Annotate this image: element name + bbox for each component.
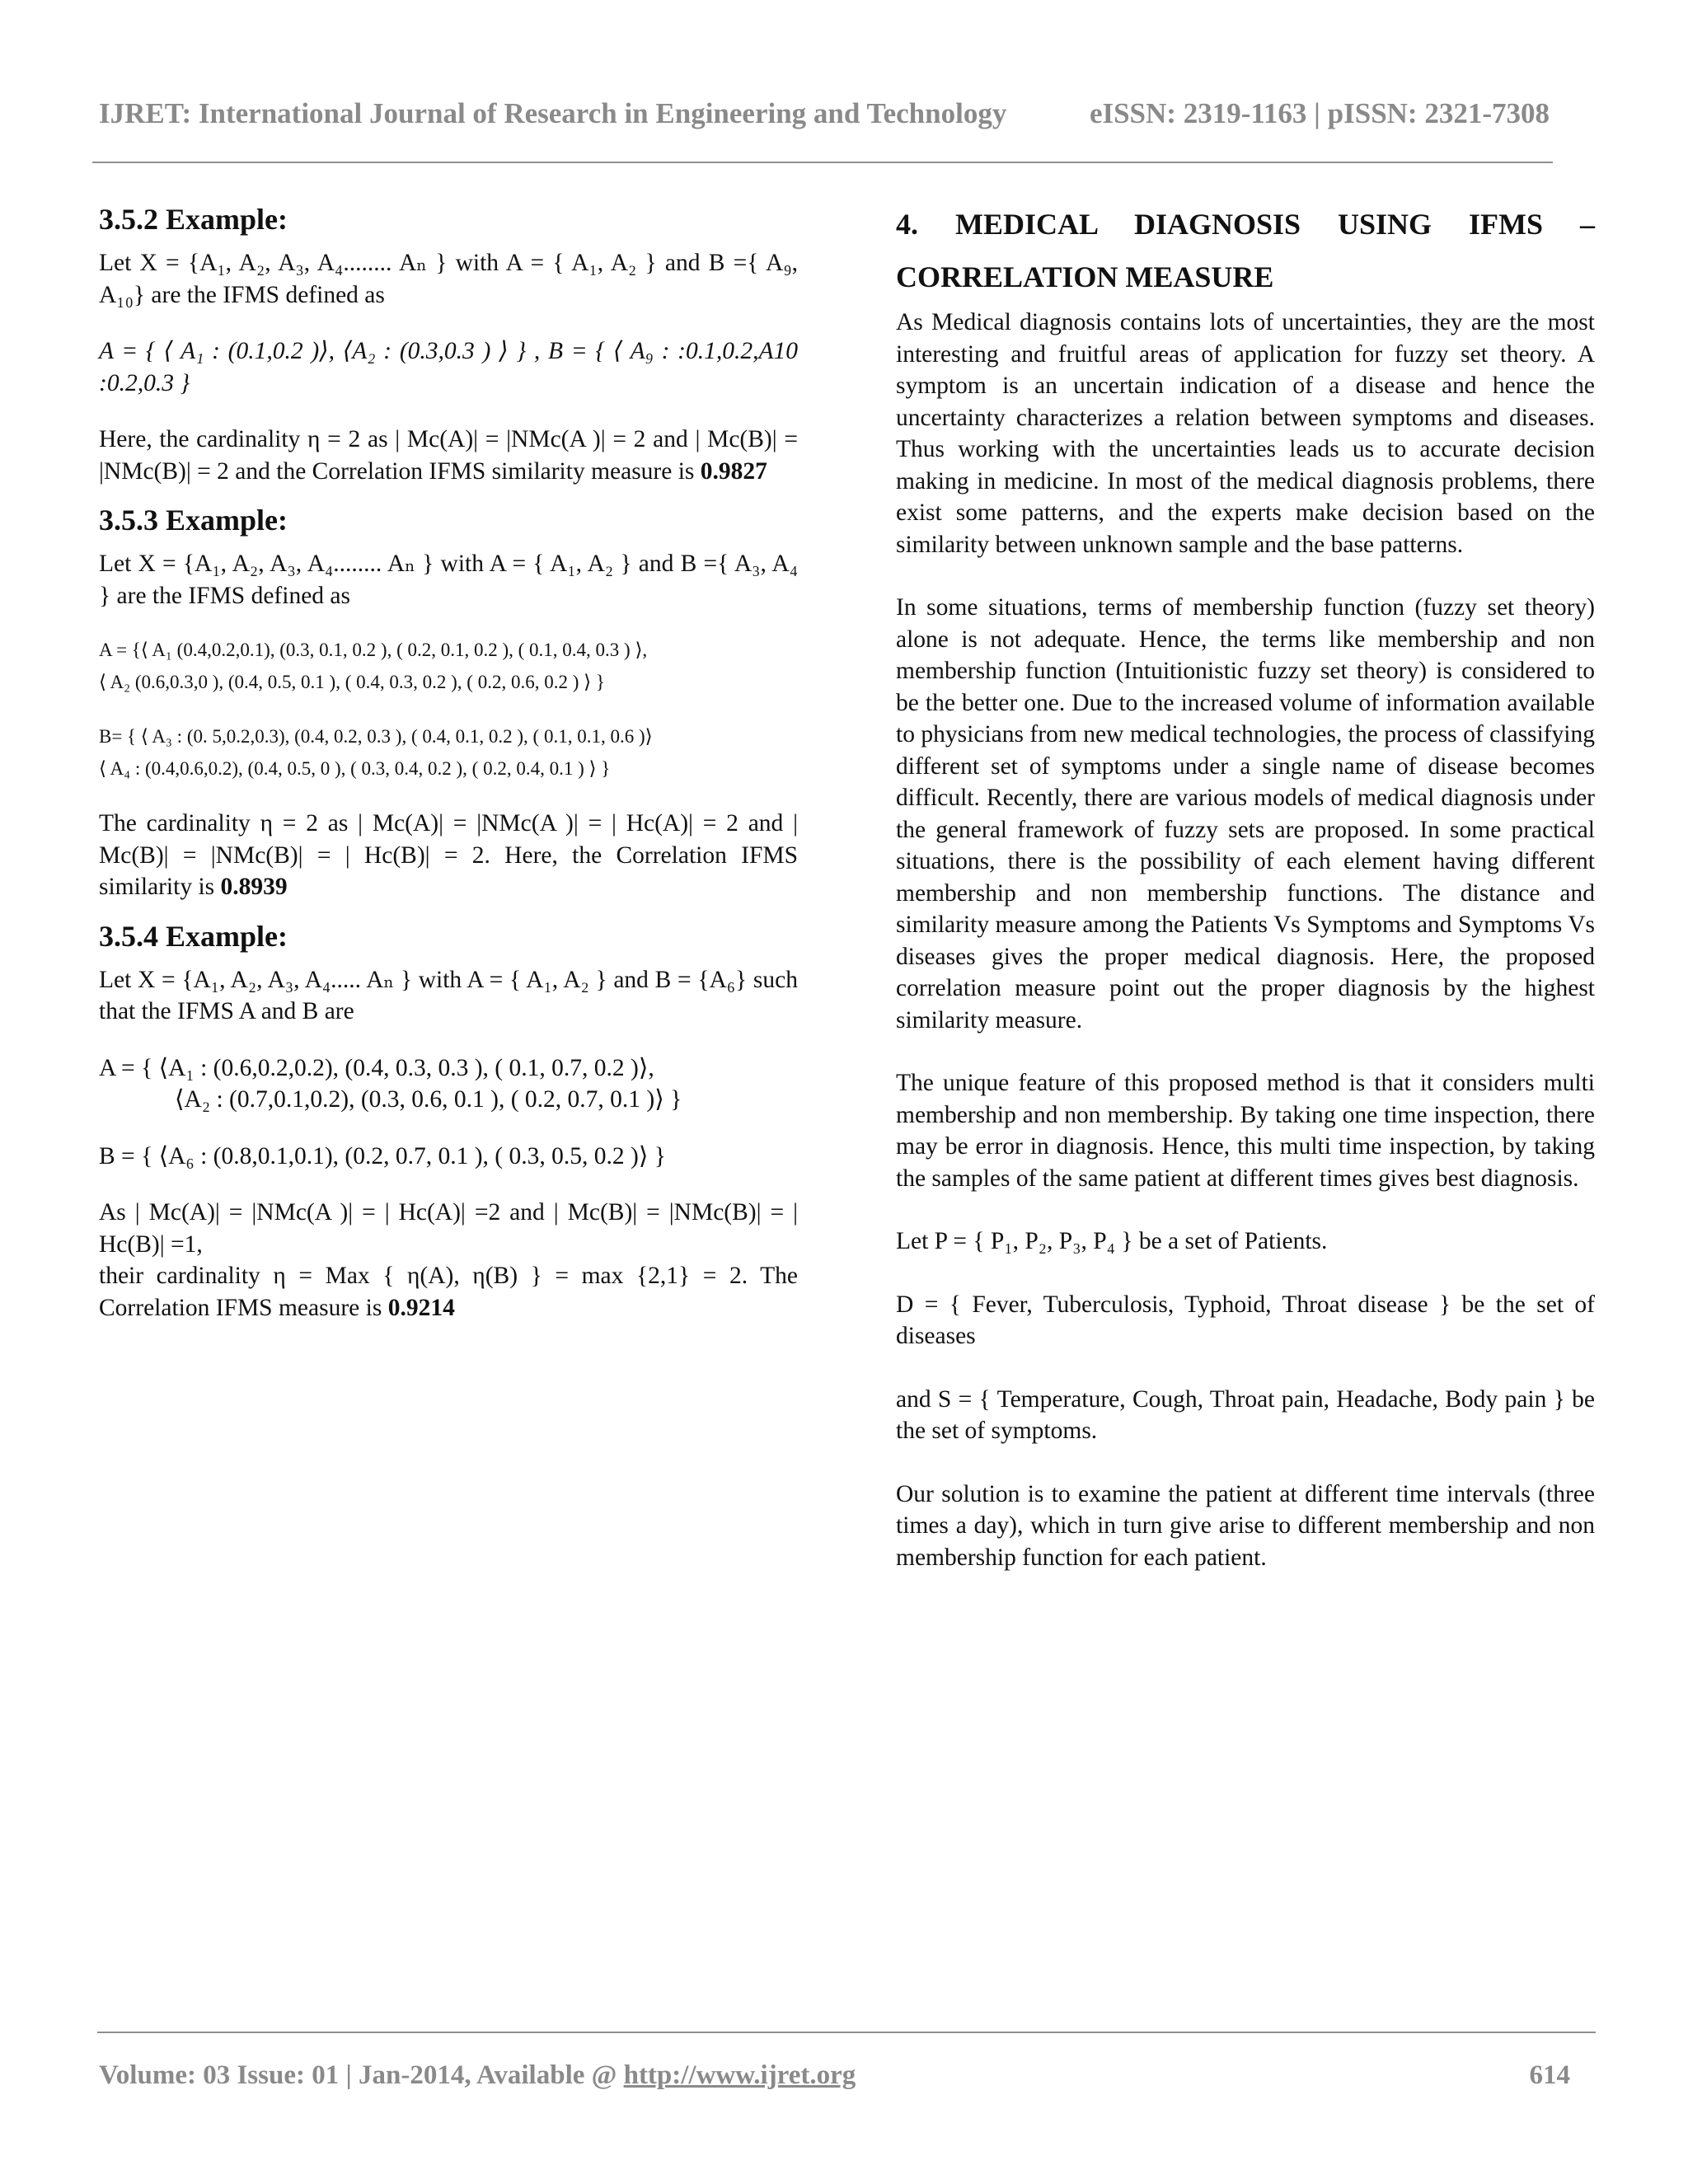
example-3-5-4-result-text: their cardinality η = Max { η(A), η(B) } = max {2,1} = 2. The Correlation IFMS measure is xyxy=(99,1263,798,1321)
section-4-paragraph-3: The unique feature of this proposed method is that it considers multi membership and non membership. By taking one time inspection, there may be error in diagnosis. Hence, this multi time inspection, by taking the samples of the same patient at different times gives best diagnosis. xyxy=(896,1070,1595,1192)
example-3-5-3-set-a-line2: ⟨ A₂ (0.6,0.3,0 ), (0.4, 0.5, 0.1 ), ( 0.4, 0.3, 0.2 ), ( 0.2, 0.6, 0.2 ) ⟩ } xyxy=(99,671,605,692)
example-3-5-3-intro: Let X = {A₁, A₂, A₃, A₄........ Aₙ } with A = { A₁, A₂ } and B ={ A₃, A₄ } are the IFMS defined as xyxy=(99,551,798,609)
running-footer xyxy=(99,2060,1570,2091)
section-4-heading-line1: 4. MEDICAL DIAGNOSIS USING IFMS – xyxy=(896,208,1595,241)
section-4-paragraph-7: Our solution is to examine the patient at different time intervals (three times a day), which in turn give arise to different membership and non membership function for each patient. xyxy=(896,1480,1595,1571)
page-number: 614 xyxy=(1529,2060,1570,2090)
example-3-5-4-value: 0.9214 xyxy=(387,1294,455,1321)
example-3-5-2-value: 0.9827 xyxy=(700,457,767,485)
example-3-5-4-result-line1: As | Mc(A)| = |NMc(A )| = | Hc(A)| =2 and | Mc(B)| = |NMc(B)| = | Hc(B)| =1, xyxy=(99,1199,798,1258)
example-3-5-4-set-a-line2: ⟨A₂ : (0.7,0.1,0.2), (0.3, 0.6, 0.1 ), ( 0.2, 0.7, 0.1 )⟩ } xyxy=(175,1086,682,1113)
footer-rule xyxy=(97,2032,1596,2033)
example-3-5-3-result xyxy=(99,808,798,903)
running-header xyxy=(99,97,1550,130)
left-column xyxy=(99,198,798,1324)
section-4-paragraph-1: As Medical diagnosis contains lots of uncertainties, they are the most interesting and fruitful areas of application for fuzzy set theory. A symptom is an uncertain indication of a disease and hence the uncertainty characterizes a relation between symptoms and diseases. Thus working with the uncertainties leads us to accurate decision making in medicine. In most of the medical diagnosis problems, there exist some patterns, and the experts make decision based on the similarity between unknown sample and the base patterns. xyxy=(896,309,1595,558)
issn: eISSN: 2319-1163 | pISSN: 2321-7308 xyxy=(1089,97,1550,129)
example-3-5-3-set-b-line2: ⟨ A₄ : (0.4,0.6,0.2), (0.4, 0.5, 0 ), ( 0.3, 0.4, 0.2 ), ( 0.2, 0.4, 0.1 ) ⟩ } xyxy=(99,757,611,779)
example-3-5-4-set-a-line1: A = { ⟨A₁ : (0.6,0.2,0.2), (0.4, 0.3, 0.3 ), ( 0.1, 0.7, 0.2 )⟩, xyxy=(99,1054,654,1081)
right-column xyxy=(896,198,1595,1573)
footer-volume: Volume: 03 Issue: 01 | Jan-2014, Available @ xyxy=(99,2060,617,2090)
example-3-5-3-result-text: The cardinality η = 2 as | Mc(A)| = |NMc(A )| = | Hc(A)| = 2 and | Mc(B)| = |NMc(B)| = | Hc(B)| = 2. Here, the Correlation IFMS similarity is xyxy=(99,810,798,900)
journal-title: IJRET: International Journal of Research in Engineering and Technology xyxy=(99,97,1007,129)
example-3-5-2-heading: 3.5.2 Example: xyxy=(99,203,288,236)
header-rule xyxy=(92,162,1553,163)
example-3-5-4-heading: 3.5.4 Example: xyxy=(99,919,288,953)
section-4-paragraph-2: In some situations, terms of membership function (fuzzy set theory) alone is not adequate. Hence, the terms like membership and non membership function (Intuitionistic fuzzy set theory) is considered to be the better one. Due to the increased volume of information available to physicians from new medical technologies, the process of classifying different set of symptoms under a single name of disease becomes difficult. Recently, there are various models of medical diagnosis under the general framework of fuzzy sets are proposed. In some practical situations, there is the possibility of each element having different membership and non membership functions. The distance and similarity measure among the Patients Vs Symptoms and Symptoms Vs diseases gives the proper medical diagnosis. Here, the proposed correlation measure point out the proper diagnosis by the highest similarity measure. xyxy=(896,594,1595,1033)
example-3-5-3-value: 0.8939 xyxy=(220,874,288,900)
example-3-5-2-result xyxy=(99,424,798,487)
example-3-5-3-set-b-line1: B= { ⟨ A₃ : (0. 5,0.2,0.3), (0.4, 0.2, 0.3 ), ( 0.4, 0.1, 0.2 ), ( 0.1, 0.1, 0.6 )⟩ xyxy=(99,726,653,747)
example-3-5-2-set-definition: A = { ⟨ A₁ : (0.1,0.2 )⟩, ⟨A₂ : (0.3,0.3 ) ⟩ } , B = { ⟨ A₉ : :0.1,0.2,A10 :0.2,0.3 } xyxy=(99,338,798,396)
patients-set: Let P = { P₁, P₂, P₃, P₄ } be a set of Patients. xyxy=(896,1228,1328,1254)
example-3-5-2-intro: Let X = {A₁, A₂, A₃, A₄........ Aₙ } with A = { A₁, A₂ } and B ={ A₉, A₁₀} are the IFMS defined as xyxy=(99,250,798,308)
section-4-heading-line2: CORRELATION MEASURE xyxy=(896,260,1274,293)
diseases-set: D = { Fever, Tuberculosis, Typhoid, Throat disease } be the set of diseases xyxy=(896,1291,1595,1349)
example-3-5-4-intro: Let X = {A₁, A₂, A₃, A₄..... Aₙ } with A = { A₁, A₂ } and B = {A₆} such that the IFMS A and B are xyxy=(99,966,798,1024)
example-3-5-3-set-a-line1: A = {⟨ A₁ (0.4,0.2,0.1), (0.3, 0.1, 0.2 ), ( 0.2, 0.1, 0.2 ), ( 0.1, 0.4, 0.3 ) ⟩, xyxy=(99,640,648,660)
footer-link[interactable]: http://www.ijret.org xyxy=(623,2060,856,2090)
symptoms-set: and S = { Temperature, Cough, Throat pain, Headache, Body pain } be the set of symptoms. xyxy=(896,1385,1595,1444)
example-3-5-3-heading: 3.5.3 Example: xyxy=(99,504,288,537)
example-3-5-4-set-b: B = { ⟨A₆ : (0.8,0.1,0.1), (0.2, 0.7, 0.1 ), ( 0.3, 0.5, 0.2 )⟩ } xyxy=(99,1142,666,1169)
example-3-5-2-result-text: Here, the cardinality η = 2 as | Mc(A)| = |NMc(A )| = 2 and | Mc(B)| = |NMc(B)| = 2 and the Correlation IFMS similarity measure is xyxy=(99,426,798,485)
footer-volume-info xyxy=(99,2060,856,2091)
example-3-5-4-result xyxy=(99,1260,798,1324)
